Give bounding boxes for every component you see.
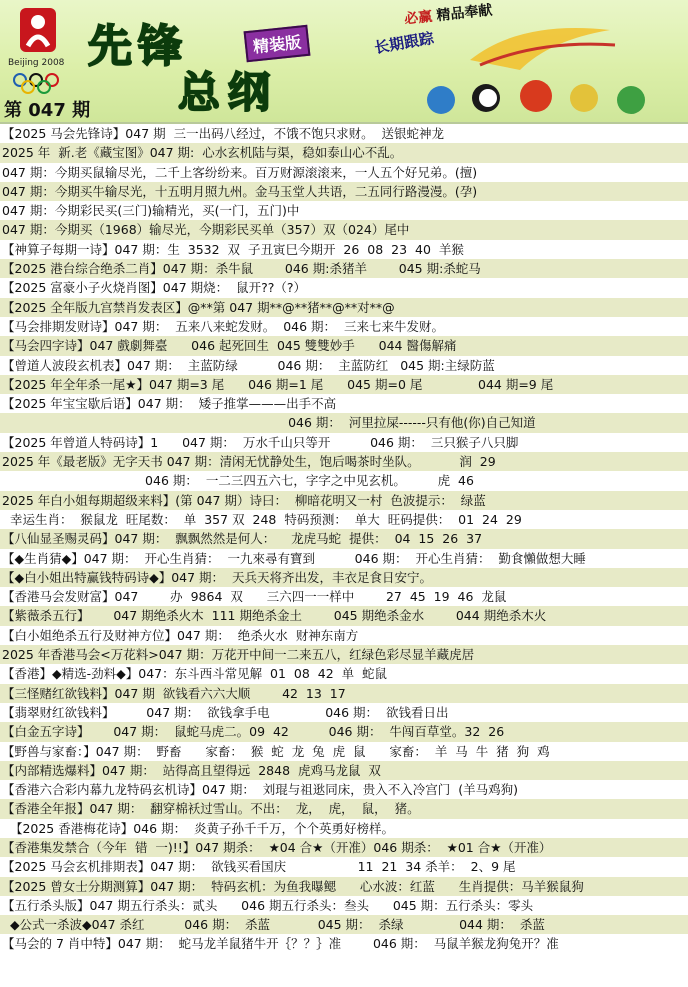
content-line: 【香港六合彩内幕九龙特码玄机诗】047 期： 刘琨与祖逖同床，贵入不入冷宫门 (羊马鸡狗) — [2, 782, 518, 798]
content-line: 【2025 年全年杀一尾★】047 期=3 尾 046 期=1 尾 045 期=0 尾 044 期=9 尾 — [0, 375, 688, 394]
content-line: 【2025 马会玄机排期表】047 期： 欲钱买看国庆 11 21 34 杀羊： 2、9 尾 — [2, 859, 516, 875]
content-line: 【◆白小姐出特赢钱特码诗◆】047 期： 天兵天将齐出发，丰衣足食日安宁。 — [0, 568, 688, 587]
slogan-red: 必赢 — [403, 8, 434, 28]
content-line: 【2025 曾女士分期测算】047 期： 特码玄机：为鱼我曝鳃 心水波：红蓝 生肖提供：马羊猴鼠狗 — [0, 877, 688, 896]
header-banner — [0, 0, 688, 124]
content-line: 【白小姐绝杀五行及财神方位】047 期： 绝杀火水 财神东南方 — [2, 627, 359, 643]
content-line: 047 期：今期彩民买(三门)输精光，买(一门，五门)中 — [2, 203, 300, 219]
content-line: 【马会排期发财诗】047 期： 五来八来蛇发财。 046 期： 三来七来牛发财。 — [2, 318, 445, 334]
banner-title-sub: 总纲 — [178, 68, 279, 117]
olympic-logo-icon — [6, 6, 74, 98]
content-line: 【八仙显圣赐灵码】047 期： 飘飘然然是何人： 龙虎马蛇 提供： 04 15 26 37 — [0, 529, 688, 548]
content-line: 【翡翠财红欲钱料】 047 期： 欲钱拿手电 046 期： 欲钱看日出 — [2, 704, 449, 720]
edition-badge: 精装版 — [244, 25, 311, 63]
slogan-text: 精品奉献 — [435, 2, 494, 25]
content-line: 【紫薇杀五行】 047 期绝杀火木 111 期绝杀金土 045 期绝杀金水 044 期绝杀木火 — [0, 606, 688, 625]
content-line: 046 期： 一二三四五六七，字字之中见玄机。 虎 46 — [2, 473, 474, 489]
content-line: 047 期：今期买鼠输尽光，二千上客纷纷来。百万财源滚滚来，一人五个好兄弟。(擅) — [2, 164, 478, 180]
content-line: 【五行杀头版】047 期五行杀头：贰头 046 期五行杀头：叁头 045 期：五行杀头：零头 — [2, 897, 534, 913]
mascots-icon — [416, 78, 676, 120]
content-lines — [0, 124, 688, 954]
content-line: 【◆生肖猜◆】047 期： 开心生肖猜： 一九來尋有寶到 046 期： 开心生肖猜： 勤食懶做想大睡 — [2, 550, 586, 566]
content-line: 2025 年白小姐每期超级来料】(第 047 期）诗曰： 柳暗花明又一村 色波提示： 绿蓝 — [0, 491, 688, 510]
golden-swoosh-icon — [460, 20, 620, 80]
content-line: 幸运生肖： 猴鼠龙 旺尾数： 单 357 双 248 特码预测： 单大 旺码提供： 01 24 29 — [2, 511, 522, 527]
content-line: 047 期：今期买（1968）输尽光，今期彩民买单（357）双（024）尾中 — [0, 220, 688, 239]
content-line: 【三怪赌红欲钱料】047 期 欲钱看六六大顺 42 13 17 — [0, 684, 688, 703]
content-line: 【2025 香港梅花诗】046 期： 炎黄子孙千千万，个个英勇好榜样。 — [2, 820, 395, 836]
content-line: 2025 年香港马会<万花料>047 期：万花开中间一二来五八，红绿色彩尽显羊藏虎居 — [0, 645, 688, 664]
issue-label: 第 047 期 — [4, 100, 91, 121]
content-line: 【野兽与家畜：】047 期： 野畜 家畜： 猴 蛇 龙 兔 虎 鼠 家畜： 羊 马 牛 猪 狗 鸡 — [2, 743, 550, 759]
content-line: 046 期： 河里拉屎------只有他(你)自己知道 — [0, 413, 688, 432]
tagline: 长期跟踪 — [372, 28, 436, 58]
content-line: 【内部精选爆料】047 期： 站得高且望得远 2848 虎鸡马龙鼠 双 — [0, 761, 688, 780]
content-line: 【白金五字诗】 047 期： 鼠蛇马虎二。09 42 046 期： 牛闯百草堂。32 26 — [0, 722, 688, 741]
content-line: 2025 年《最老版》无字天书 047 期：清闲无忧静处生，饱后喝茶时坐队。 润 29 — [0, 452, 688, 471]
content-line: ◆公式一杀波◆047 杀红 046 期： 杀蓝 045 期： 杀绿 044 期： 杀蓝 — [0, 915, 688, 934]
content-line: 【2025 全年版九宫禁肖发表区】@**第 047 期**@**猪**@**对**@ — [0, 298, 688, 317]
content-line: 【神算子每期一诗】047 期：生 3532 双 子丑寅巳今期开 26 08 23 40 羊猴 — [2, 241, 464, 257]
content-line: 【2025 年曾道人特码诗】1 047 期： 万水千山只等开 046 期： 三只猴子八只脚 — [2, 434, 519, 450]
content-line: 【马会四字诗】047 戲劇舞臺 046 起死回生 045 雙雙妙手 044 醫傷解痛 — [0, 336, 688, 355]
content-line: 【香港】◆精选-劲料◆】047：东斗西斗常见解 01 08 42 单 蛇鼠 — [2, 666, 388, 682]
content-line: 【曾道人波段玄机表】047 期： 主蓝防绿 046 期： 主蓝防红 045 期:主绿防蓝 — [2, 357, 495, 373]
content-line: 【香港全年报】047 期： 翻穿棉袄过雪山。不出： 龙， 虎， 鼠， 猪。 — [0, 799, 688, 818]
content-line: 【2025 年宝宝歇后语】047 期： 矮子推掌———出手不高 — [2, 396, 337, 412]
content-line: 【香港马会发财富】047 办 9864 双 三六四一一样中 27 45 19 46 龙鼠 — [2, 589, 507, 605]
content-line: 2025 年 新.老《藏宝图》047 期: 心水玄机陆与渠，稳如泰山心不乱。 — [0, 143, 688, 162]
content-line: 【马会的 7 肖中特】047 期： 蛇马龙羊鼠猪牛开｛？？｝准 046 期： 马鼠羊猴龙狗兔开？准 — [2, 936, 559, 952]
content-line: 【2025 马会先锋诗】047 期 三一出码八经过，不饿不饱只求财。 送银蛇神龙 — [2, 126, 445, 141]
content-line: 047 期：今期买牛输尽光，十五明月照九州。金马玉堂人共语，二五同行路漫漫。(孕) — [0, 182, 688, 201]
content-line: 【2025 富豪小子火烧肖图】047 期烧： 鼠开??（?） — [2, 280, 306, 296]
content-line: 【香港集发禁合（今年 错 一)!!】047 期杀： ★04 合★（开准）046 期杀： ★01 合★（开准） — [0, 838, 688, 857]
content-line: 【2025 港台综合绝杀二肖】047 期：杀牛鼠 046 期:杀猪羊 045 期:杀蛇马 — [0, 259, 688, 278]
banner-title-main: 先锋 — [88, 21, 188, 72]
logo-text: Beijing 2008 — [8, 58, 65, 68]
